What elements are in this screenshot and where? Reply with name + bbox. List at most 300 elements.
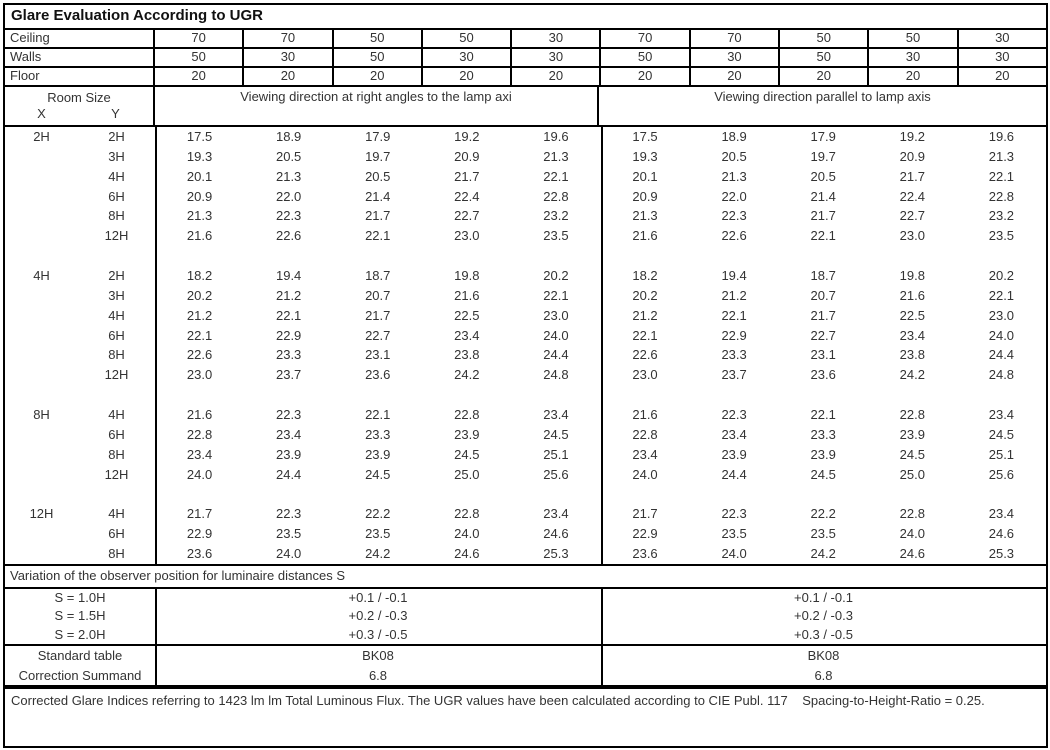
ugr-value-cell	[155, 385, 244, 405]
ugr-value-cell: 24.5	[899, 446, 925, 462]
room-x-cell	[5, 206, 78, 226]
reflectance-value-cell: 20	[242, 68, 331, 85]
ugr-value-cell: 23.1	[365, 347, 391, 363]
surface-label: Walls	[5, 49, 155, 66]
ugr-value-cell: 23.0	[899, 228, 925, 244]
ugr-value-cell: 21.3	[275, 168, 302, 184]
ugr-row	[5, 306, 1046, 326]
room-x-cell: 12H	[29, 506, 54, 522]
ugr-value-cell: 23.7	[275, 367, 302, 383]
ugr-value-cell: 25.1	[988, 446, 1015, 462]
room-y-cell: 2H	[108, 268, 125, 284]
ugr-value-cell: 24.5	[988, 426, 1015, 442]
ugr-row	[5, 405, 1046, 425]
observer-distance-box	[3, 587, 1048, 646]
ugr-value-cell: 22.3	[721, 208, 747, 224]
ugr-value-cell: 20.9	[454, 148, 480, 164]
ugr-value-cell	[779, 385, 868, 405]
ugr-value-cell: 24.8	[988, 367, 1015, 383]
reflectance-value-cell: 20	[957, 68, 1046, 85]
ugr-value-cell: 24.5	[365, 466, 391, 482]
ugr-value-cell: 22.1	[543, 287, 569, 303]
room-x-cell	[5, 365, 78, 385]
ugr-value-cell	[244, 385, 333, 405]
reflectance-value-cell: 20	[421, 68, 510, 85]
s-right-value: +0.3 / -0.5	[794, 626, 853, 642]
ugr-value-cell: 21.7	[810, 307, 836, 323]
room-y-cell: 4H	[108, 307, 125, 323]
ugr-value-cell: 22.8	[454, 407, 480, 423]
room-y-cell: 12H	[104, 367, 129, 383]
ugr-value-cell: 23.5	[988, 228, 1015, 244]
reflectance-value-cell: 30	[242, 49, 331, 66]
ugr-row	[5, 445, 1046, 465]
summary-right-value: BK08	[807, 648, 840, 663]
room-y-cell: 6H	[108, 327, 125, 343]
ugr-value-cell: 20.5	[365, 168, 391, 184]
summary-label: Standard table	[37, 648, 123, 663]
ugr-value-cell: 23.4	[543, 407, 569, 423]
room-y-cell: 12H	[104, 466, 129, 482]
ugr-value-cell: 23.6	[186, 546, 213, 562]
ugr-value-cell: 22.1	[543, 168, 569, 184]
room-y-cell: 8H	[108, 208, 125, 224]
ugr-value-cell: 21.6	[632, 228, 658, 244]
ugr-row	[5, 127, 1046, 147]
room-x-cell	[5, 226, 78, 246]
ugr-row	[5, 544, 1046, 564]
ugr-value-cell: 21.7	[365, 208, 391, 224]
ugr-value-cell: 23.8	[899, 347, 925, 363]
ugr-value-cell: 23.9	[721, 446, 747, 462]
ugr-value-cell: 24.4	[721, 466, 747, 482]
room-x-cell: 8H	[33, 407, 50, 423]
s-left-value: +0.2 / -0.3	[348, 608, 408, 624]
summary-left-value: BK08	[362, 648, 394, 663]
summary-row	[5, 646, 1046, 666]
reflectance-value-cell: 20	[689, 68, 778, 85]
ugr-value-cell: 22.4	[899, 188, 925, 204]
ugr-value-cell: 17.9	[365, 129, 391, 144]
ugr-value-cell: 22.1	[365, 407, 391, 423]
ugr-value-cell: 22.8	[899, 407, 925, 423]
reflectance-value-cell: 50	[421, 30, 510, 47]
ugr-value-cell: 22.5	[454, 307, 480, 323]
floor-reflectance-row	[3, 66, 1048, 87]
ugr-value-cell	[779, 484, 868, 504]
ugr-values-body	[3, 125, 1048, 566]
ugr-value-cell: 21.7	[186, 506, 213, 522]
ugr-value-cell: 20.7	[810, 287, 836, 303]
ugr-value-cell: 20.5	[721, 148, 747, 164]
ugr-value-cell	[690, 484, 779, 504]
ugr-value-cell: 22.1	[988, 168, 1015, 184]
ugr-value-cell: 22.3	[721, 506, 747, 522]
ugr-value-cell: 20.7	[365, 287, 391, 303]
ugr-value-cell: 22.9	[632, 526, 658, 542]
ugr-value-cell: 22.9	[186, 526, 213, 542]
room-y-cell: 3H	[108, 287, 125, 303]
ugr-value-cell: 23.2	[543, 208, 569, 224]
ugr-value-cell: 23.3	[721, 347, 747, 363]
footer-note: Corrected Glare Indices referring to 1423 lm lm Total Luminous Flux. The UGR values have been calculated according to CIE Publ. 117 Spacing-to-Height-Ratio = 0.25.	[3, 687, 1048, 748]
ugr-value-cell: 22.7	[454, 208, 480, 224]
summary-left-value: 6.8	[368, 667, 388, 683]
ugr-value-cell: 17.5	[186, 129, 213, 144]
ugr-value-cell	[422, 484, 511, 504]
ugr-value-cell	[244, 484, 333, 504]
ugr-value-cell: 24.0	[454, 526, 480, 542]
ugr-value-cell: 22.3	[275, 208, 302, 224]
ugr-value-cell: 21.2	[186, 307, 213, 323]
ugr-value-cell: 24.6	[454, 546, 480, 562]
ugr-value-cell	[333, 246, 422, 266]
y-axis-label: Y	[111, 106, 120, 121]
ugr-value-cell: 18.9	[721, 129, 747, 144]
reflectance-value-cell: 70	[689, 30, 778, 47]
ugr-value-cell: 21.6	[454, 287, 480, 303]
ugr-value-cell: 21.4	[810, 188, 836, 204]
ugr-value-cell: 24.0	[988, 327, 1015, 343]
ugr-value-cell	[868, 484, 957, 504]
ugr-value-cell: 23.0	[186, 367, 213, 383]
reflectance-value-cell: 20	[599, 68, 688, 85]
ugr-value-cell: 18.7	[810, 268, 836, 284]
ugr-value-cell: 19.2	[454, 129, 480, 144]
ugr-row	[5, 286, 1046, 306]
room-size-header	[5, 87, 155, 125]
ugr-value-cell: 21.6	[899, 287, 925, 303]
ugr-value-cell: 22.5	[899, 307, 925, 323]
ugr-value-cell: 18.7	[365, 268, 391, 284]
ugr-value-cell: 22.8	[186, 426, 213, 442]
ugr-value-cell: 21.3	[721, 168, 747, 184]
ugr-value-cell: 22.1	[632, 327, 658, 343]
ugr-value-cell: 25.0	[454, 466, 480, 482]
room-x-cell	[5, 484, 78, 504]
ugr-value-cell: 22.1	[275, 307, 302, 323]
ugr-value-cell: 24.5	[543, 426, 569, 442]
ugr-value-cell: 22.2	[810, 506, 836, 522]
ugr-value-cell: 22.9	[721, 327, 747, 343]
room-size-divider-line	[155, 589, 157, 644]
ugr-value-cell: 23.4	[721, 426, 747, 442]
ugr-value-cell: 21.3	[186, 208, 213, 224]
ugr-value-cell: 23.0	[543, 307, 569, 323]
ugr-value-cell: 23.9	[899, 426, 925, 442]
ugr-value-cell: 24.0	[543, 327, 569, 343]
ugr-value-cell: 21.3	[632, 208, 658, 224]
standard-table-box	[3, 644, 1048, 687]
ugr-value-cell: 22.8	[632, 426, 658, 442]
ugr-value-cell: 23.0	[632, 367, 658, 383]
ugr-value-cell: 22.7	[810, 327, 836, 343]
reflectance-value-cell: 30	[957, 30, 1046, 47]
ugr-value-cell: 24.4	[275, 466, 302, 482]
ugr-value-cell: 23.3	[810, 426, 836, 442]
room-x-cell	[5, 326, 78, 346]
ugr-value-cell: 21.3	[988, 148, 1015, 164]
ugr-value-cell: 23.4	[543, 506, 569, 522]
ugr-value-cell: 21.7	[810, 208, 836, 224]
ugr-value-cell: 22.1	[365, 228, 391, 244]
ugr-row	[5, 167, 1046, 187]
reflectance-value-cell: 30	[957, 49, 1046, 66]
ugr-value-cell: 24.5	[810, 466, 836, 482]
ugr-value-cell: 18.2	[186, 268, 213, 284]
ugr-row	[5, 326, 1046, 346]
s-distance-row	[5, 589, 1046, 607]
s-distance-row	[5, 607, 1046, 625]
ugr-value-cell: 23.6	[365, 367, 391, 383]
ugr-value-cell: 24.2	[365, 546, 391, 562]
room-y-cell: 4H	[108, 407, 125, 423]
ugr-value-cell: 22.1	[988, 287, 1015, 303]
ugr-value-cell: 24.5	[454, 446, 480, 462]
ugr-value-cell: 21.2	[632, 307, 658, 323]
section-gap-row	[5, 484, 1046, 504]
section-divider-line	[601, 646, 603, 685]
s-distance-label: S = 2.0H	[54, 626, 106, 642]
ugr-value-cell: 23.4	[454, 327, 480, 343]
s-right-value: +0.2 / -0.3	[794, 608, 853, 624]
reflectance-value-cell: 70	[191, 30, 206, 45]
ugr-value-cell	[422, 246, 511, 266]
ugr-value-cell: 22.8	[899, 506, 925, 522]
ugr-value-cell: 22.6	[275, 228, 302, 244]
table-header-row	[3, 85, 1048, 127]
ugr-value-cell: 22.8	[543, 188, 569, 204]
room-y-cell: 4H	[108, 168, 125, 184]
ugr-value-cell: 17.9	[810, 129, 836, 144]
room-size-xy	[5, 107, 153, 125]
ugr-value-cell	[868, 246, 957, 266]
ugr-value-cell: 21.7	[899, 168, 925, 184]
ugr-value-cell: 19.7	[810, 148, 836, 164]
ugr-row	[5, 226, 1046, 246]
room-y-cell: 8H	[108, 347, 125, 363]
ugr-value-cell: 24.6	[988, 526, 1015, 542]
room-size-divider-line	[155, 646, 157, 685]
ugr-value-cell: 23.5	[543, 228, 569, 244]
ugr-value-cell: 25.6	[988, 466, 1015, 482]
ugr-value-cell: 25.1	[543, 446, 569, 462]
ugr-value-cell: 23.5	[365, 526, 391, 542]
ugr-value-cell: 19.6	[988, 129, 1015, 144]
ugr-value-cell: 25.0	[899, 466, 925, 482]
ugr-value-cell: 22.7	[899, 208, 925, 224]
reflectance-value-cell: 50	[332, 30, 421, 47]
ugr-value-cell: 20.9	[186, 188, 213, 204]
ugr-value-cell: 25.3	[543, 546, 569, 562]
ugr-value-cell: 23.5	[721, 526, 747, 542]
room-size-divider-line	[155, 127, 157, 564]
ugr-value-cell: 22.6	[721, 228, 747, 244]
ugr-value-cell: 22.6	[186, 347, 213, 363]
ugr-row	[5, 524, 1046, 544]
ugr-value-cell: 22.0	[721, 188, 747, 204]
ugr-value-cell: 23.6	[810, 367, 836, 383]
ugr-value-cell: 18.2	[632, 268, 658, 284]
section-gap-row	[5, 385, 1046, 405]
reflectance-value-cell: 50	[191, 49, 206, 64]
ugr-value-cell: 20.2	[632, 287, 658, 303]
room-size-label: Room Size	[47, 90, 111, 105]
ugr-value-cell	[957, 484, 1046, 504]
room-y-cell: 6H	[108, 526, 125, 542]
ugr-value-cell: 22.1	[810, 228, 836, 244]
ugr-value-cell: 21.4	[365, 188, 391, 204]
ugr-value-cell: 23.2	[988, 208, 1015, 224]
room-x-cell	[5, 286, 78, 306]
left-viewing-direction-heading: Viewing direction at right angles to the lamp axi	[155, 87, 599, 125]
ugr-value-cell: 24.4	[543, 347, 569, 363]
ugr-value-cell: 22.6	[632, 347, 658, 363]
ugr-value-cell: 17.5	[632, 129, 658, 144]
ugr-value-cell: 22.3	[275, 407, 302, 423]
room-x-cell	[5, 425, 78, 445]
ugr-value-cell: 22.1	[721, 307, 747, 323]
ugr-value-cell: 24.0	[275, 546, 302, 562]
ugr-value-cell: 22.0	[275, 188, 302, 204]
ugr-value-cell: 23.4	[632, 446, 658, 462]
ugr-value-cell: 20.9	[899, 148, 925, 164]
ugr-value-cell: 23.5	[810, 526, 836, 542]
ugr-value-cell: 22.2	[365, 506, 391, 522]
ugr-value-cell: 24.0	[721, 546, 747, 562]
reflectance-value-cell: 30	[421, 49, 510, 66]
ugr-value-cell: 20.2	[543, 268, 569, 284]
room-y-cell: 3H	[108, 148, 125, 164]
ugr-row	[5, 425, 1046, 445]
ugr-value-cell: 21.6	[186, 228, 213, 244]
reflectance-value-cell: 30	[510, 49, 599, 66]
ugr-value-cell: 23.3	[365, 426, 391, 442]
ugr-value-cell: 23.4	[988, 506, 1015, 522]
s-left-value: +0.3 / -0.5	[348, 626, 408, 642]
room-x-cell	[5, 524, 78, 544]
ugr-value-cell	[600, 246, 689, 266]
ugr-value-cell: 22.3	[721, 407, 747, 423]
ugr-value-cell: 22.1	[186, 327, 213, 343]
s-right-value: +0.1 / -0.1	[794, 590, 853, 605]
reflectance-value-cell: 20	[867, 68, 956, 85]
ugr-row	[5, 147, 1046, 167]
reflectance-value-cell: 50	[332, 49, 421, 66]
ugr-value-cell	[333, 484, 422, 504]
s-distance-row	[5, 626, 1046, 644]
ugr-value-cell: 25.3	[988, 546, 1015, 562]
reflectance-value-cell: 70	[599, 30, 688, 47]
ugr-value-cell: 24.0	[632, 466, 658, 482]
ugr-row	[5, 266, 1046, 286]
section-divider-line	[601, 589, 603, 644]
ugr-value-cell: 24.8	[543, 367, 569, 383]
ugr-value-cell	[422, 385, 511, 405]
ugr-value-cell: 23.4	[988, 407, 1015, 423]
ugr-value-cell	[244, 246, 333, 266]
ugr-value-cell: 23.9	[454, 426, 480, 442]
s-distance-label: S = 1.5H	[54, 608, 106, 624]
ugr-value-cell: 23.8	[454, 347, 480, 363]
summary-row	[5, 666, 1046, 686]
right-viewing-direction-heading: Viewing direction parallel to lamp axis	[714, 89, 931, 104]
ugr-value-cell: 20.1	[186, 168, 213, 184]
ugr-row	[5, 187, 1046, 207]
room-x-cell	[5, 306, 78, 326]
ugr-value-cell: 21.6	[632, 407, 658, 423]
reflectance-value-cell: 70	[242, 30, 331, 47]
summary-right-value: 6.8	[814, 667, 833, 683]
surface-label: Floor	[5, 68, 155, 85]
ugr-value-cell: 21.7	[365, 307, 391, 323]
room-x-cell	[5, 187, 78, 207]
summary-label: Correction Summand	[18, 667, 142, 683]
room-y-cell: 4H	[108, 506, 125, 522]
ugr-value-cell: 24.0	[186, 466, 213, 482]
ugr-value-cell: 20.1	[632, 168, 658, 184]
ugr-value-cell: 22.1	[810, 407, 836, 423]
ugr-value-cell	[511, 246, 600, 266]
ugr-row	[5, 345, 1046, 365]
ugr-value-cell	[511, 385, 600, 405]
page-title: Glare Evaluation According to UGR	[3, 3, 1048, 30]
ugr-value-cell: 22.8	[454, 506, 480, 522]
ugr-value-cell: 21.6	[186, 407, 213, 423]
room-x-cell	[5, 544, 78, 564]
ugr-value-cell: 24.6	[899, 546, 925, 562]
room-x-cell: 2H	[33, 129, 50, 144]
ugr-value-cell: 22.7	[365, 327, 391, 343]
room-x-cell	[5, 246, 78, 266]
s-distance-label: S = 1.0H	[54, 590, 106, 605]
ugr-value-cell: 19.4	[721, 268, 747, 284]
ugr-value-cell: 20.9	[632, 188, 658, 204]
room-y-cell: 8H	[108, 446, 125, 462]
ugr-value-cell: 24.2	[454, 367, 480, 383]
ugr-value-cell	[957, 246, 1046, 266]
ugr-value-cell: 23.9	[275, 446, 302, 462]
section-gap-row	[5, 246, 1046, 266]
ugr-value-cell: 19.8	[899, 268, 925, 284]
x-axis-label: X	[37, 106, 46, 121]
ugr-value-cell: 22.9	[275, 327, 302, 343]
ugr-row	[5, 206, 1046, 226]
ugr-value-cell	[690, 385, 779, 405]
ugr-value-cell: 23.5	[275, 526, 302, 542]
reflectance-value-cell: 50	[867, 30, 956, 47]
ugr-value-cell: 19.8	[454, 268, 480, 284]
ugr-value-cell: 23.0	[988, 307, 1015, 323]
reflectance-value-cell: 50	[778, 30, 867, 47]
ugr-value-cell: 19.7	[365, 148, 391, 164]
ugr-row	[5, 365, 1046, 385]
ugr-value-cell	[155, 484, 244, 504]
ugr-value-cell	[779, 246, 868, 266]
ugr-value-cell: 24.2	[810, 546, 836, 562]
ugr-value-cell: 23.6	[632, 546, 658, 562]
room-y-cell: 8H	[108, 546, 125, 562]
ugr-value-cell: 21.2	[275, 287, 302, 303]
ugr-value-cell: 20.2	[988, 268, 1015, 284]
ceiling-reflectance-row	[3, 28, 1048, 49]
section-divider-line	[601, 127, 603, 564]
ugr-value-cell: 19.3	[632, 148, 658, 164]
reflectance-value-cell: 30	[867, 49, 956, 66]
reflectance-value-cell: 20	[191, 68, 206, 83]
room-x-cell	[5, 445, 78, 465]
ugr-value-cell: 23.0	[454, 228, 480, 244]
